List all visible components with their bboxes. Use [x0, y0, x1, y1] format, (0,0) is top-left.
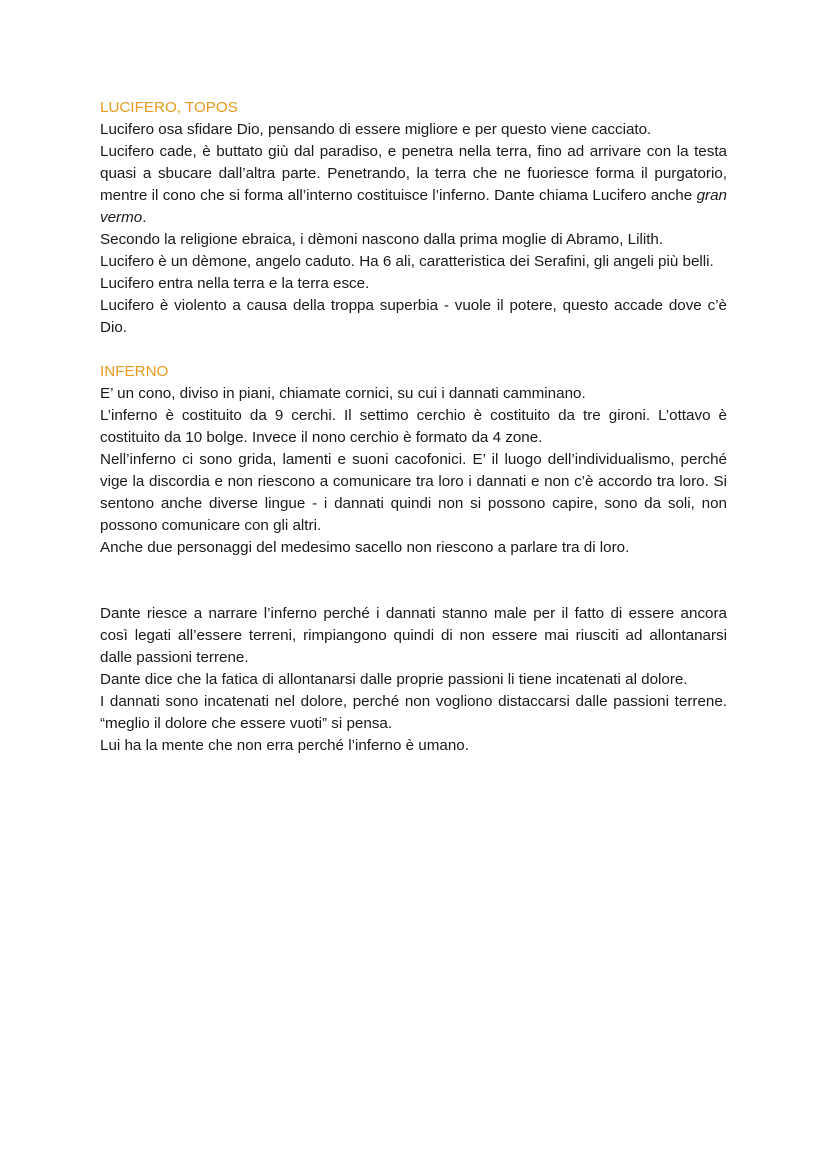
- paragraph: L’inferno è costituito da 9 cerchi. Il settimo cerchio è costituito da tre gironi. L’ottavo è costituito da 10 bolge. Invece il nono cerchio è formato da 4 zone.: [100, 407, 727, 446]
- paragraph: Lui ha la mente che non erra perché l’inferno è umano.: [100, 737, 469, 754]
- paragraph: Secondo la religione ebraica, i dèmoni nascono dalla prima moglie di Abramo, Lilith.: [100, 231, 664, 248]
- paragraph: E’ un cono, diviso in piani, chiamate cornici, su cui i dannati camminano.: [100, 385, 586, 402]
- paragraph-text: Lucifero cade, è buttato giù dal paradiso, e penetra nella terra, fino ad arrivare con la testa quasi a sbucare dall’altra parte. Penetrando, la terra che ne fuoriesce forma il purgatorio, mentre il cono che si forma all’interno costituisce l’inferno. Dante chiama Lucifero anche: [100, 143, 727, 204]
- paragraph: Anche due personaggi del medesimo sacello non riescono a parlare tra di loro.: [100, 539, 630, 556]
- paragraph: Nell’inferno ci sono grida, lamenti e suoni cacofonici. E’ il luogo dell’individualismo, perché vige la discordia e non riescono a comunicare tra loro i dannati e non c’è accordo tra loro. Si sentono anche diverse lingue - i dannati quindi non si possono capire, sono da soli, non possono comunicare con gli altri.: [100, 451, 727, 534]
- paragraph: Dante dice che la fatica di allontanarsi dalle proprie passioni li tiene incatenati al dolore.: [100, 671, 688, 688]
- paragraph: Lucifero entra nella terra e la terra esce.: [100, 275, 370, 292]
- heading-lucifero-topos: LUCIFERO, TOPOS: [100, 99, 238, 116]
- document-page: [100, 97, 727, 757]
- paragraph: Dante riesce a narrare l’inferno perché i dannati stanno male per il fatto di essere ancora così legati all’essere terreni, rimpiangono quindi di non essere mai riusciti ad allontanarsi dalle passioni terrene.: [100, 605, 727, 666]
- italic-text: gran vermo: [100, 187, 727, 226]
- paragraph-text: .: [142, 209, 147, 226]
- heading-inferno: INFERNO: [100, 363, 169, 380]
- spacer: [100, 339, 727, 361]
- paragraph: Lucifero osa sfidare Dio, pensando di essere migliore e per questo viene cacciato.: [100, 121, 652, 138]
- paragraph: I dannati sono incatenati nel dolore, perché non vogliono distaccarsi dalle passioni terrene. “meglio il dolore che essere vuoti” si pensa.: [100, 693, 727, 732]
- paragraph: Lucifero è violento a causa della troppa superbia - vuole il potere, questo accade dove c’è Dio.: [100, 297, 727, 336]
- paragraph: Lucifero è un dèmone, angelo caduto. Ha 6 ali, caratteristica dei Serafini, gli angeli più belli.: [100, 253, 714, 270]
- spacer: [100, 559, 727, 603]
- paragraph: [100, 141, 727, 229]
